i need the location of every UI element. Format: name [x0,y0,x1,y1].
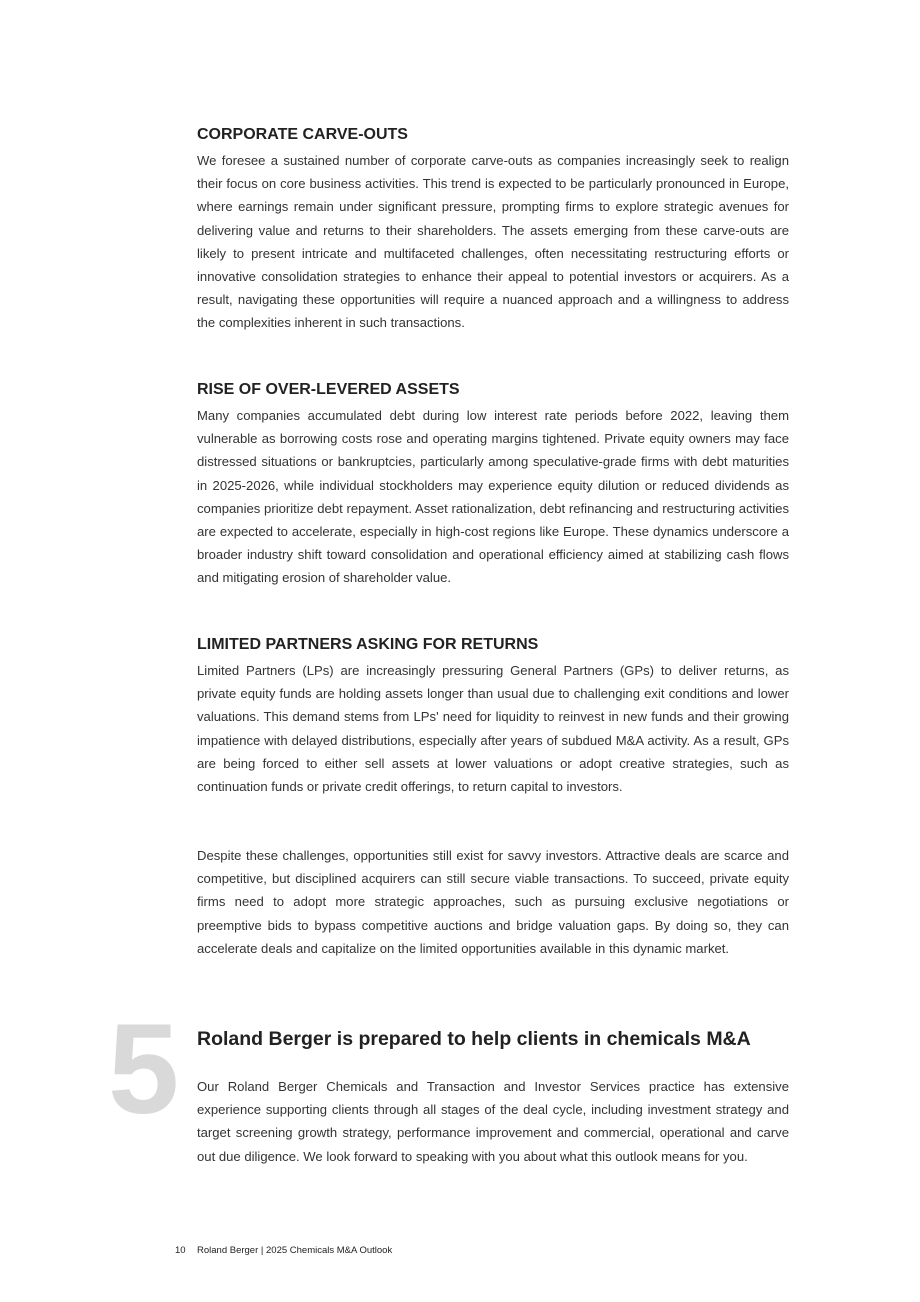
closing-section [197,844,789,960]
chapter-body: Our Roland Berger Chemicals and Transaction and Investor Services practice has extensive experience supporting clients through all stages of the deal cycle, including investment strategy and target screening growth strategy, performance improvement and commercial, operational and carve out due diligence. We look forward to speaking with you about what this outlook means for you. [197,1079,789,1164]
section-corporate-carve-outs [197,125,789,335]
section-body: We foresee a sustained number of corporate carve-outs as companies increasingly seek to realign their focus on core business activities. This trend is expected to be particularly pronounced in Europe, where earnings remain under significant pressure, prompting firms to explore strategic avenues for delivering value and returns to their shareholders. The assets emerging from these carve-outs are likely to present intricate and multifaceted challenges, often necessitating restructuring efforts or innovative consolidation strategies to enhance their appeal to potential investors or acquirers. As a result, navigating these opportunities will require a nuanced approach and a willingness to address the complexities inherent in such transactions. [197,153,789,331]
section-over-levered-assets [197,380,789,590]
section-heading: CORPORATE CARVE-OUTS [197,126,408,143]
section-body: Many companies accumulated debt during low interest rate periods before 2022, leaving them vulnerable as borrowing costs rose and operating margins tightened. Private equity owners may face distressed situations or bankruptcies, particularly among speculative-grade firms with debt maturities in 2025-2026, while individual stockholders may experience equity dilution or reduced dividends as companies prioritize debt repayment. Asset rationalization, debt refinancing and restructuring activities are expected to accelerate, especially in high-cost regions like Europe. These dynamics underscore a broader industry shift toward consolidation and operational efficiency aimed at stabilizing cash flows and mitigating erosion of shareholder value. [197,408,789,586]
chapter-title: Roland Berger is prepared to help clients in chemicals M&A [197,1028,751,1050]
chapter-number: 5 [108,998,180,1141]
footer-text: Roland Berger | 2025 Chemicals M&A Outlook [197,1245,393,1256]
section-heading: RISE OF OVER-LEVERED ASSETS [197,381,460,398]
page-number: 10 [175,1245,186,1256]
chapter-section [197,1027,789,1168]
page-footer [175,1245,392,1257]
section-body: Limited Partners (LPs) are increasingly pressuring General Partners (GPs) to deliver returns, as private equity funds are holding assets longer than usual due to challenging exit conditions and lower valuations. This demand stems from LPs' need for liquidity to reinvest in new funds and their growing impatience with delayed distributions, especially after years of subdued M&A activity. As a result, GPs are being forced to either sell assets at lower valuations or adopt creative strategies, such as continuation funds or private credit offerings, to return capital to investors. [197,663,789,795]
closing-paragraph: Despite these challenges, opportunities still exist for savvy investors. Attractive deals are scarce and competitive, but disciplined acquirers can still secure viable transactions. To succeed, private equity firms need to adopt more strategic approaches, such as pursuing exclusive negotiations or preemptive bids to bypass competitive auctions and bridge valuation gaps. By doing so, they can accelerate deals and capitalize on the limited opportunities available in this dynamic market. [197,848,789,956]
section-limited-partners [197,635,789,798]
section-heading: LIMITED PARTNERS ASKING FOR RETURNS [197,636,539,653]
